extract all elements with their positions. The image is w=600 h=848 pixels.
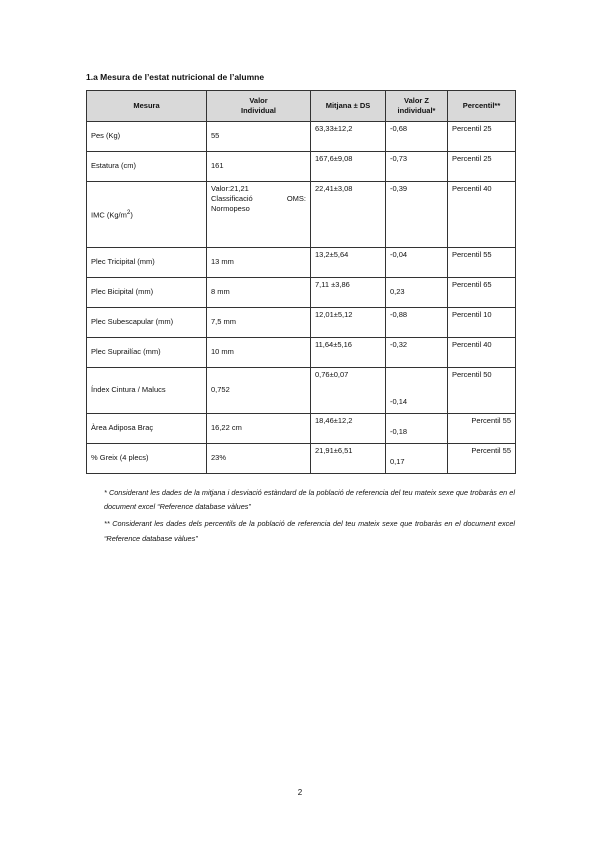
table-row [87, 368, 516, 414]
section-title: 1.a Mesura de l’estat nutricional de l’alumne [86, 72, 265, 82]
row-z: -0,04 [386, 248, 448, 278]
footnote-mean-sd: * Considerant les dades de la mitjana i desviació estàndard de la població de referencia del teu mateix sexe que trobaràs en el document excel “Reference database vàlues” [104, 488, 515, 512]
row-z: -0,68 [386, 122, 448, 152]
row-label: Plec Suprailíac (mm) [87, 338, 207, 368]
table-header-row [87, 91, 516, 122]
page-number: 2 [297, 788, 303, 797]
row-percentil: Percentil 25 [448, 122, 516, 152]
row-percentil: Percentil 55 [448, 414, 516, 444]
row-z: 0,17 [386, 444, 448, 474]
row-valor: 16,22 cm [207, 414, 311, 444]
imc-classificacio: Classificació [211, 194, 253, 204]
row-z: 0,23 [386, 278, 448, 308]
row-percentil: Percentil 55 [448, 444, 516, 474]
row-valor: 23% [207, 444, 311, 474]
footnote-percentiles: ** Considerant les dades dels percentils de la població de referencia del teu mateix sexe que trobaràs en el document excel “Reference database vàlues” [104, 519, 515, 543]
row-mitjana: 13,2±5,64 [311, 248, 386, 278]
header-valor-individual [207, 91, 311, 122]
row-percentil: Percentil 25 [448, 152, 516, 182]
row-valor: 7,5 mm [207, 308, 311, 338]
row-z: -0,39 [386, 182, 448, 248]
header-z-line2: individual* [397, 106, 436, 115]
row-z: -0,14 [386, 368, 448, 414]
row-percentil: Percentil 65 [448, 278, 516, 308]
footnotes [104, 486, 515, 549]
table-row [87, 414, 516, 444]
table-row [87, 444, 516, 474]
row-mitjana: 11,64±5,16 [311, 338, 386, 368]
imc-valor-line3: Normopeso [211, 204, 250, 214]
table-row [87, 308, 516, 338]
imc-label-prefix: IMC (Kg/m [91, 210, 127, 220]
row-z: -0,18 [386, 414, 448, 444]
header-valor-line2: Individual [240, 106, 276, 115]
row-percentil: Percentil 50 [448, 368, 516, 414]
header-percentil: Percentil** [448, 91, 516, 122]
table-row [87, 338, 516, 368]
row-mitjana: 12,01±5,12 [311, 308, 386, 338]
table-row [87, 248, 516, 278]
table-row [87, 122, 516, 152]
row-valor: 0,752 [207, 368, 311, 414]
header-z-line1: Valor Z [403, 95, 429, 105]
row-mitjana: 7,11 ±3,86 [311, 278, 386, 308]
row-percentil: Percentil 10 [448, 308, 516, 338]
row-valor-imc [207, 182, 311, 248]
row-percentil: Percentil 55 [448, 248, 516, 278]
row-valor: 161 [207, 152, 311, 182]
row-label: Plec Tricipital (mm) [87, 248, 207, 278]
table-row [87, 278, 516, 308]
header-valor-z [386, 91, 448, 122]
header-mitjana: Mitjana ± DS [311, 91, 386, 122]
row-label: Índex Cintura / Malucs [87, 368, 207, 414]
header-mesura: Mesura [87, 91, 207, 122]
row-valor: 55 [207, 122, 311, 152]
imc-label-suffix: ) [130, 210, 133, 220]
row-z: -0,73 [386, 152, 448, 182]
table-row [87, 152, 516, 182]
row-z: -0,32 [386, 338, 448, 368]
row-z: -0,88 [386, 308, 448, 338]
row-label-imc [87, 182, 207, 248]
row-label: Àrea Adiposa Braç [87, 414, 207, 444]
row-percentil: Percentil 40 [448, 338, 516, 368]
header-valor-line1: Valor [249, 95, 268, 105]
row-mitjana: 18,46±12,2 [311, 414, 386, 444]
row-mitjana: 63,33±12,2 [311, 122, 386, 152]
row-label: Plec Bicipital (mm) [87, 278, 207, 308]
row-mitjana: 22,41±3,08 [311, 182, 386, 248]
row-percentil: Percentil 40 [448, 182, 516, 248]
row-mitjana: 21,91±6,51 [311, 444, 386, 474]
row-valor: 13 mm [207, 248, 311, 278]
imc-label-sup: 2 [126, 208, 131, 216]
imc-valor-line2 [211, 194, 306, 204]
imc-valor-line1: Valor:21,21 [211, 184, 249, 193]
row-label: % Greix (4 plecs) [87, 444, 207, 474]
row-label: Plec Subescapular (mm) [87, 308, 207, 338]
row-label: Estatura (cm) [87, 152, 207, 182]
row-mitjana: 0,76±0,07 [311, 368, 386, 414]
imc-oms: OMS: [286, 194, 306, 204]
row-label: Pes (Kg) [87, 122, 207, 152]
row-valor: 10 mm [207, 338, 311, 368]
row-mitjana: 167,6±9,08 [311, 152, 386, 182]
nutritional-status-table [86, 90, 516, 474]
table-row [87, 182, 516, 248]
row-valor: 8 mm [207, 278, 311, 308]
